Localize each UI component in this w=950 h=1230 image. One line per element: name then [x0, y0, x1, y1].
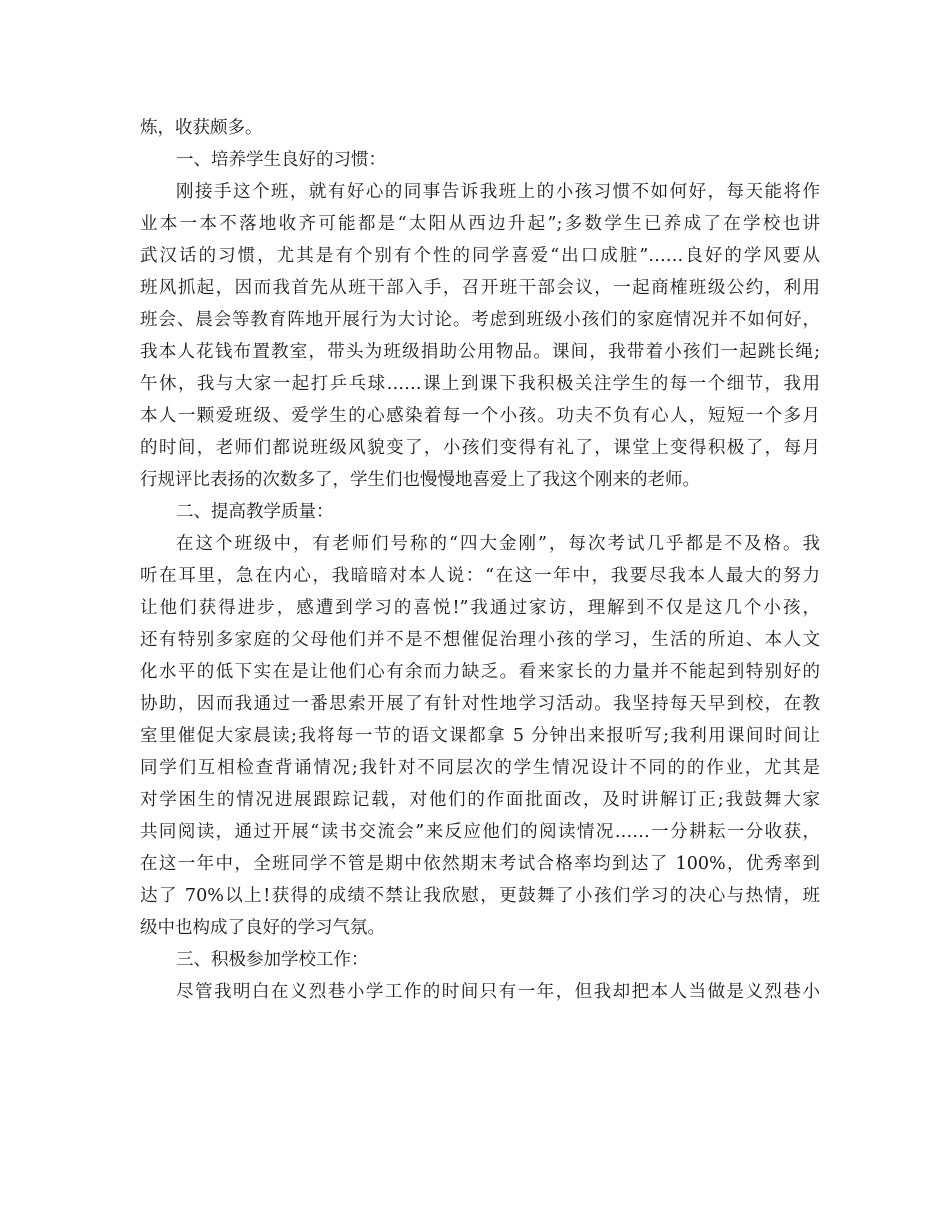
- text-line: 班会、晨会等教育阵地开展行为大讨论。考虑到班级小孩们的家庭情况并不如何好，: [140, 310, 820, 330]
- text-line: 达了 70%以上!获得的成绩不禁让我欣慰，更鼓舞了小孩们学习的决心与热情，班: [140, 886, 820, 906]
- text-line: 还有特别多家庭的父母他们并不是不想催促治理小孩的学习，生活的所迫、本人文: [140, 630, 820, 650]
- text-line: 尽管我明白在义烈巷小学工作的时间只有一年，但我却把本人当做是义烈巷小: [176, 982, 820, 1002]
- document-body: [140, 112, 820, 1008]
- text-line: 炼，收获颇多。: [140, 118, 263, 138]
- text-line: 在这个班级中，有老师们号称的“四大金刚”，每次考试几乎都是不及格。我: [176, 534, 820, 554]
- text-line: 一、培养学生良好的习惯：: [176, 150, 386, 170]
- text-line: 本人一颗爱班级、爱学生的心感染着每一个小孩。功夫不负有心人，短短一个多月: [140, 406, 820, 426]
- text-line: 刚接手这个班，就有好心的同事告诉我班上的小孩习惯不如何好，每天能将作: [176, 182, 820, 202]
- text-line: 武汉话的习惯，尤其是有个别有个性的同学喜爱“出口成脏”……良好的学风要从: [140, 246, 820, 266]
- text-line: 让他们获得进步，感遭到学习的喜悦!”我通过家访，理解到不仅是这几个小孩，: [140, 598, 820, 618]
- text-line: 三、积极参加学校工作：: [176, 950, 369, 970]
- text-line: 午休，我与大家一起打乒乓球……课上到课下我积极关注学生的每一个细节，我用: [140, 374, 820, 394]
- text-line: 业本一本不落地收齐可能都是“太阳从西边升起”;多数学生已养成了在学校也讲: [140, 214, 820, 234]
- text-line: 协助，因而我通过一番思索开展了有针对性地学习活动。我坚持每天早到校，在教: [140, 694, 820, 714]
- text-line: 行规评比表扬的次数多了，学生们也慢慢地喜爱上了我这个刚来的老师。: [140, 470, 700, 490]
- text-line: 班风抓起，因而我首先从班干部入手，召开班干部会议，一起商榷班级公约，利用: [140, 278, 820, 298]
- text-line: 共同阅读，通过开展“读书交流会”来反应他们的阅读情况……一分耕耘一分收获，: [140, 822, 820, 842]
- text-line: 对学困生的情况进展跟踪记载，对他们的作面批面改，及时讲解订正;我鼓舞大家: [140, 790, 820, 810]
- text-line: 我本人花钱布置教室，带头为班级捐助公用物品。课间，我带着小孩们一起跳长绳;: [140, 342, 820, 362]
- text-line: 的时间，老师们都说班级风貌变了，小孩们变得有礼了，课堂上变得积极了，每月: [140, 438, 820, 458]
- text-line: 在这一年中，全班同学不管是期中依然期末考试合格率均到达了 100%，优秀率到: [140, 854, 820, 874]
- text-line: 听在耳里，急在内心，我暗暗对本人说：“在这一年中，我要尽我本人最大的努力: [140, 566, 820, 586]
- text-line: 同学们互相检查背诵情况;我针对不同层次的学生情况设计不同的的作业，尤其是: [140, 758, 820, 778]
- text-line: 化水平的低下实在是让他们心有余而力缺乏。看来家长的力量并不能起到特别好的: [140, 662, 820, 682]
- text-line: 二、提高教学质量：: [176, 502, 334, 522]
- text-line: 室里催促大家晨读;我将每一节的语文课都拿 5 分钟出来报听写;我利用课间时间让: [140, 726, 820, 746]
- text-line: 级中也构成了良好的学习气氛。: [140, 918, 385, 938]
